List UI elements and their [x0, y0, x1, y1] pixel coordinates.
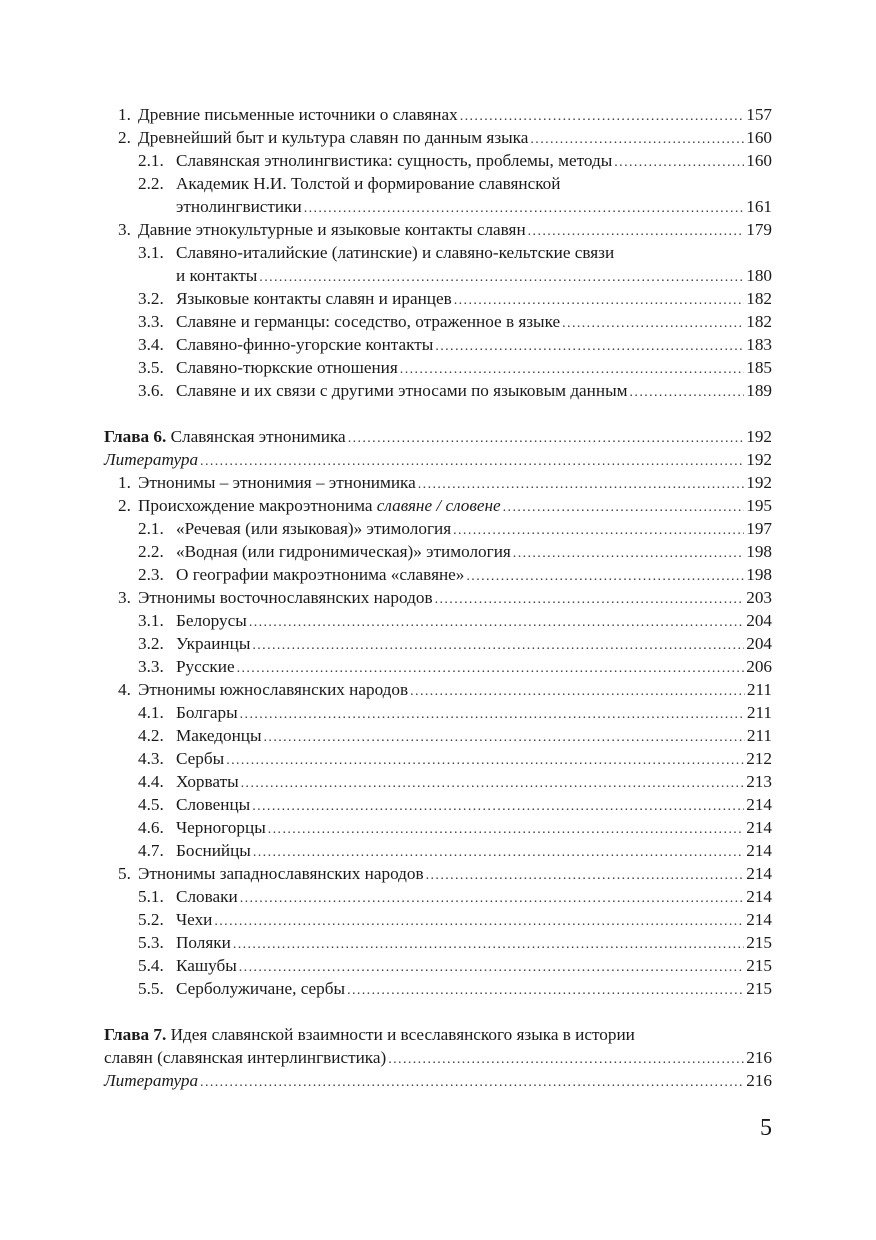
toc-entry — [104, 563, 772, 586]
entry-page: 182 — [746, 312, 772, 331]
toc-entry — [104, 379, 772, 402]
entry-title-italic: славяне / словене — [376, 496, 501, 515]
entry-number: 4.1. — [138, 703, 164, 722]
entry-number: 5.3. — [138, 933, 164, 952]
toc-entry — [104, 333, 772, 356]
entry-title: Славяно-италийские (латинские) и славяно-кельтские связи — [176, 243, 615, 262]
entry-page: 195 — [746, 496, 772, 515]
entry-title-wrap — [138, 586, 433, 609]
toc-entry — [104, 977, 772, 1000]
entry-title: Славянская этнолингвистика: сущность, проблемы, методы — [176, 151, 613, 170]
entry-number: 4.6. — [138, 818, 164, 837]
toc-entry — [104, 540, 772, 563]
toc-entry — [104, 586, 772, 609]
entry-page: 160 — [746, 151, 772, 170]
chapter-label: Глава 6. — [104, 427, 167, 446]
toc-entry — [104, 701, 772, 724]
entry-title: Славяно-финно-угорские контакты — [176, 335, 434, 354]
literature-page: 216 — [746, 1071, 772, 1090]
entry-page: 211 — [746, 680, 772, 699]
entry-page: 215 — [746, 933, 772, 952]
entry-page: 161 — [746, 197, 772, 216]
entry-title-wrap — [176, 977, 345, 1000]
toc-entry — [104, 126, 772, 149]
entry-page: 214 — [746, 864, 772, 883]
entry-title-wrap — [176, 517, 451, 540]
entry-number: 2. — [118, 496, 131, 515]
entry-title-wrap — [138, 862, 424, 885]
literature-label: Литература — [104, 450, 199, 469]
toc-entry-line2 — [104, 264, 772, 287]
entry-title-wrap — [176, 908, 212, 931]
entry-page: 192 — [746, 473, 772, 492]
toc-entry — [104, 287, 772, 310]
toc-entry — [104, 839, 772, 862]
entry-page: 157 — [746, 105, 772, 124]
entry-title: Словаки — [176, 887, 238, 906]
entry-title: Языковые контакты славян и иранцев — [176, 289, 452, 308]
toc-entry — [104, 149, 772, 172]
entry-page: 189 — [746, 381, 772, 400]
entry-title-cont: и контакты — [176, 266, 258, 285]
entry-title-wrap — [176, 793, 250, 816]
entry-page: 179 — [746, 220, 772, 239]
entry-title: Древнейший быт и культура славян по данным языка — [138, 128, 529, 147]
toc-entry-line1 — [104, 241, 772, 264]
toc-entry-line2 — [104, 195, 772, 218]
entry-page: 160 — [746, 128, 772, 147]
toc-entry — [104, 609, 772, 632]
entry-title: «Водная (или гидронимическая)» этимология — [176, 542, 511, 561]
entry-title: Серболужичане, сербы — [176, 979, 346, 998]
entry-title: Русские — [176, 657, 235, 676]
entry-title-wrap — [176, 770, 239, 793]
entry-number: 3. — [118, 588, 131, 607]
entry-title: Этнонимы – этнонимия – этнонимика — [138, 473, 416, 492]
entry-title: Сербы — [176, 749, 225, 768]
entry-page: 215 — [746, 979, 772, 998]
entry-title-wrap — [176, 724, 262, 747]
entry-title-wrap — [176, 931, 231, 954]
entry-number: 1. — [118, 105, 131, 124]
entry-number: 3.1. — [138, 243, 164, 262]
entry-title: Македонцы — [176, 726, 262, 745]
entry-title: Черногорцы — [176, 818, 266, 837]
entry-page: 214 — [746, 818, 772, 837]
entry-title: Славяно-тюркские отношения — [176, 358, 398, 377]
entry-page: 185 — [746, 358, 772, 377]
entry-number: 3.6. — [138, 381, 164, 400]
entry-title-wrap — [176, 816, 266, 839]
entry-title-wrap — [176, 747, 224, 770]
entry-title: Славяне и их связи с другими этносами по языковым данным — [176, 381, 628, 400]
entry-number: 1. — [118, 473, 131, 492]
entry-number: 3.2. — [138, 634, 164, 653]
entry-title: Славяне и германцы: соседство, отраженное в языке — [176, 312, 561, 331]
literature-entry — [104, 1069, 772, 1092]
toc-entry — [104, 494, 772, 517]
entry-title: Боснийцы — [176, 841, 251, 860]
entry-title-wrap — [176, 540, 511, 563]
toc-entry — [104, 862, 772, 885]
entry-page: 214 — [746, 887, 772, 906]
entry-page: 183 — [746, 335, 772, 354]
toc-entry — [104, 724, 772, 747]
toc-entry — [104, 471, 772, 494]
entry-title: Хорваты — [176, 772, 239, 791]
entry-page: 204 — [746, 634, 772, 653]
entry-page: 203 — [746, 588, 772, 607]
toc-entry — [104, 770, 772, 793]
entry-title: Этнонимы западнославянских народов — [138, 864, 424, 883]
entry-title-wrap — [176, 609, 247, 632]
literature-label: Литература — [104, 1071, 199, 1090]
entry-title: Этнонимы южнославянских народов — [138, 680, 409, 699]
entry-page: 197 — [746, 519, 772, 538]
literature-page: 192 — [746, 450, 772, 469]
entry-title-wrap — [176, 885, 238, 908]
entry-title-wrap — [176, 839, 251, 862]
entry-page: 212 — [746, 749, 772, 768]
entry-title: «Речевая (или языковая)» этимология — [176, 519, 452, 538]
chapter-heading — [104, 425, 772, 448]
literature-entry — [104, 448, 772, 471]
entry-title-wrap — [138, 494, 501, 517]
entry-title-wrap — [176, 632, 250, 655]
entry-number: 2. — [118, 128, 131, 147]
toc-entry — [104, 218, 772, 241]
entry-number: 2.1. — [138, 519, 164, 538]
chapter-title: Славянская этнонимика — [170, 427, 346, 446]
entry-number: 3.3. — [138, 657, 164, 676]
toc-entry — [104, 908, 772, 931]
entry-title-wrap — [138, 471, 416, 494]
chapter-title: Идея славянской взаимности и всеславянского языка в истории — [170, 1025, 635, 1044]
toc-entry — [104, 655, 772, 678]
entry-number: 2.2. — [138, 174, 164, 193]
toc-entry — [104, 678, 772, 701]
entry-number: 3.5. — [138, 358, 164, 377]
entry-number: 3.4. — [138, 335, 164, 354]
entry-number: 4.4. — [138, 772, 164, 791]
entry-title-wrap — [176, 954, 237, 977]
chapter-label: Глава 7. — [104, 1025, 167, 1044]
entry-number: 2.3. — [138, 565, 164, 584]
toc-entry — [104, 816, 772, 839]
entry-number: 5.5. — [138, 979, 164, 998]
toc-entry — [104, 747, 772, 770]
entry-page: 206 — [746, 657, 772, 676]
entry-number: 2.2. — [138, 542, 164, 561]
entry-page: 211 — [746, 726, 772, 745]
entry-number: 5.4. — [138, 956, 164, 975]
chapter-heading-line2 — [104, 1046, 772, 1069]
entry-title: Происхождение макроэтнонима — [138, 496, 377, 515]
entry-title: Древние письменные источники о славянах — [138, 105, 458, 124]
toc-entry — [104, 931, 772, 954]
entry-title: Болгары — [176, 703, 238, 722]
chapter-title-cont: славян (славянская интерлингвистика) — [104, 1048, 387, 1067]
entry-title: Чехи — [176, 910, 213, 929]
toc-entry — [104, 632, 772, 655]
entry-page: 215 — [746, 956, 772, 975]
toc-entry — [104, 885, 772, 908]
table-of-contents — [104, 103, 772, 1092]
entry-number: 2.1. — [138, 151, 164, 170]
entry-page: 198 — [746, 565, 772, 584]
entry-title: Украинцы — [176, 634, 251, 653]
entry-title: Кашубы — [176, 956, 237, 975]
entry-number: 3.3. — [138, 312, 164, 331]
entry-title-wrap — [176, 563, 464, 586]
entry-page: 214 — [746, 910, 772, 929]
entry-page: 182 — [746, 289, 772, 308]
toc-entry — [104, 310, 772, 333]
entry-page: 198 — [746, 542, 772, 561]
entry-title: Давние этнокультурные и языковые контакты славян — [138, 220, 526, 239]
entry-title: Академик Н.И. Толстой и формирование славянской — [176, 174, 561, 193]
toc-entry — [104, 103, 772, 126]
entry-number: 5. — [118, 864, 131, 883]
entry-number: 4. — [118, 680, 131, 699]
entry-number: 4.5. — [138, 795, 164, 814]
entry-number: 3.1. — [138, 611, 164, 630]
toc-entry — [104, 356, 772, 379]
toc-entry-line1 — [104, 172, 772, 195]
entry-title: Поляки — [176, 933, 231, 952]
entry-number: 5.1. — [138, 887, 164, 906]
entry-number: 4.7. — [138, 841, 164, 860]
entry-title-wrap — [138, 678, 408, 701]
toc-entry — [104, 793, 772, 816]
entry-number: 3.2. — [138, 289, 164, 308]
entry-page: 213 — [746, 772, 772, 791]
entry-page: 214 — [746, 795, 772, 814]
chapter-heading-line1 — [104, 1023, 772, 1046]
entry-number: 3. — [118, 220, 131, 239]
chapter-page: 192 — [746, 427, 772, 446]
toc-entry — [104, 954, 772, 977]
toc-entry — [104, 517, 772, 540]
page-number: 5 — [760, 1115, 772, 1141]
chapter-page: 216 — [746, 1048, 772, 1067]
entry-page: 211 — [746, 703, 772, 722]
entry-title: Словенцы — [176, 795, 251, 814]
entry-number: 4.3. — [138, 749, 164, 768]
entry-page: 180 — [746, 266, 772, 285]
entry-page: 204 — [746, 611, 772, 630]
entry-number: 4.2. — [138, 726, 164, 745]
entry-title-wrap — [176, 701, 238, 724]
entry-number: 5.2. — [138, 910, 164, 929]
entry-page: 214 — [746, 841, 772, 860]
entry-title: Белорусы — [176, 611, 247, 630]
entry-title: О географии макроэтнонима «славяне» — [176, 565, 465, 584]
entry-title-wrap — [176, 655, 235, 678]
entry-title-cont: этнолингвистики — [176, 197, 302, 216]
entry-title: Этнонимы восточнославянских народов — [138, 588, 433, 607]
